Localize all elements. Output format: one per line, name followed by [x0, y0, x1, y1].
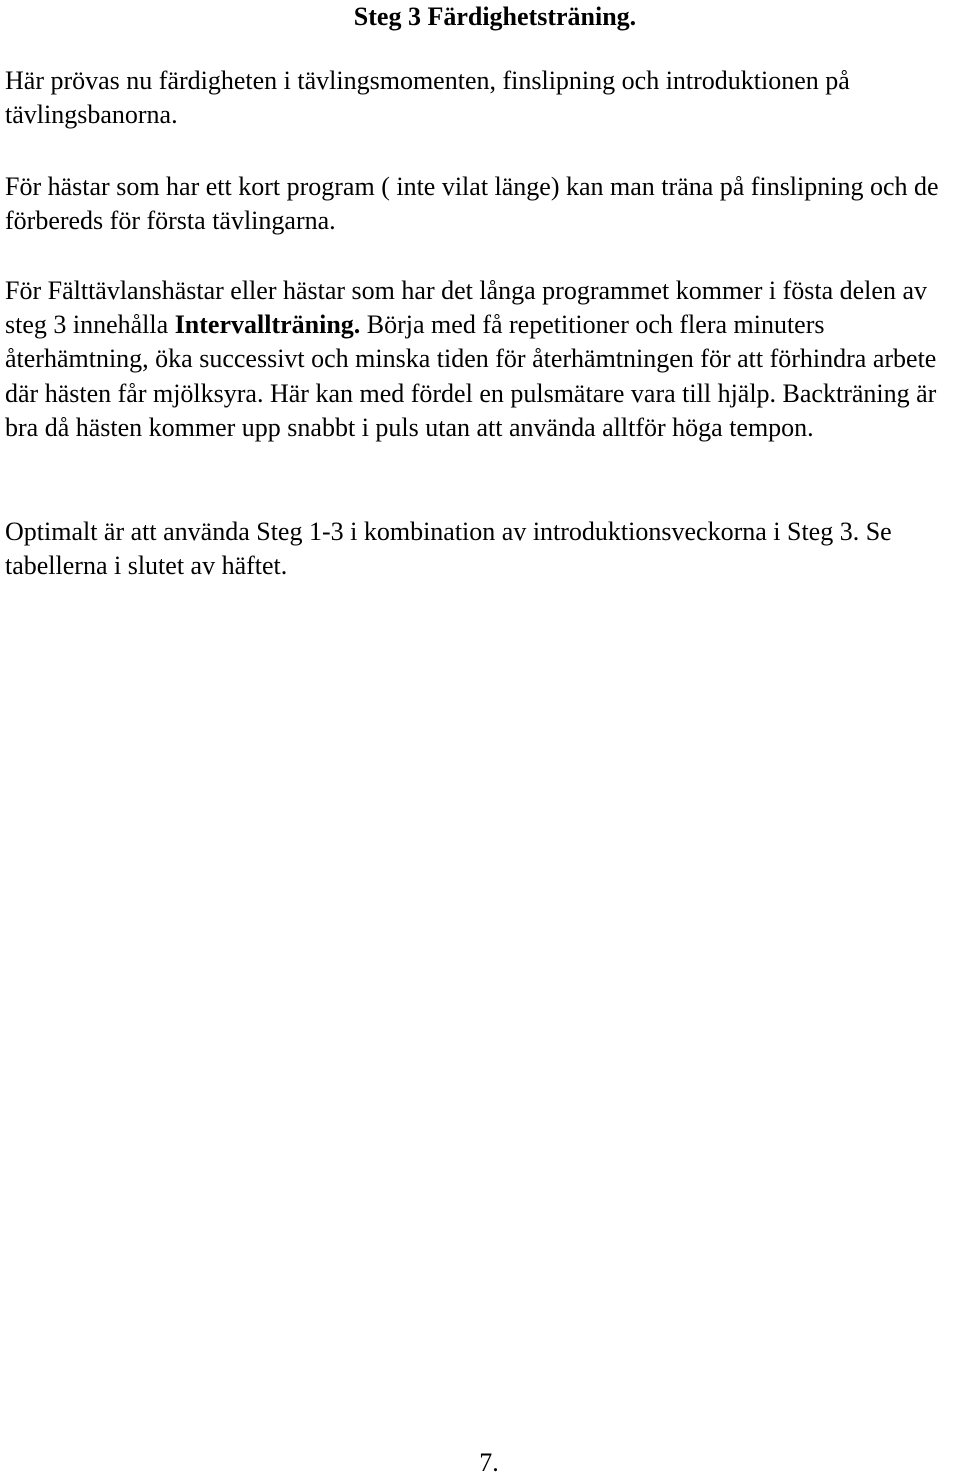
paragraph-optimal-combination: Optimalt är att använda Steg 1-3 i kombination av introduktionsveckorna i Steg 3. Se tabellerna i slutet av häftet.: [5, 517, 892, 581]
paragraph-interval-training-lead: För Fälttävlanshästar eller hästar som har det långa programmet kommer i fösta delen av steg 3 innehålla: [5, 276, 927, 340]
paragraph-intro: Här prövas nu färdigheten i tävlingsmomenten, finslipning och introduktionen på tävlingsbanorna.: [5, 66, 850, 130]
interval-training-term: Intervallträning.: [174, 310, 361, 340]
paragraph-short-program: För hästar som har ett kort program ( inte vilat länge) kan man träna på finslipning och de förbereds för första tävlingarna.: [5, 172, 939, 236]
paragraph-interval-training: [5, 274, 960, 445]
page-title: Steg 3 Färdighetsträning.: [353, 2, 637, 31]
page-number: 7.: [479, 1448, 499, 1477]
paragraph-interval-training-body: Börja med få repetitioner och flera minuters återhämtning, öka successivt och minska tiden för återhämtningen för att förhindra arbete där hästen får mjölksyra. Här kan med fördel en pulsmätare vara till hjälp. Backträning är bra då hästen kommer upp snabbt i puls utan att använda alltför höga tempon.: [5, 310, 937, 442]
